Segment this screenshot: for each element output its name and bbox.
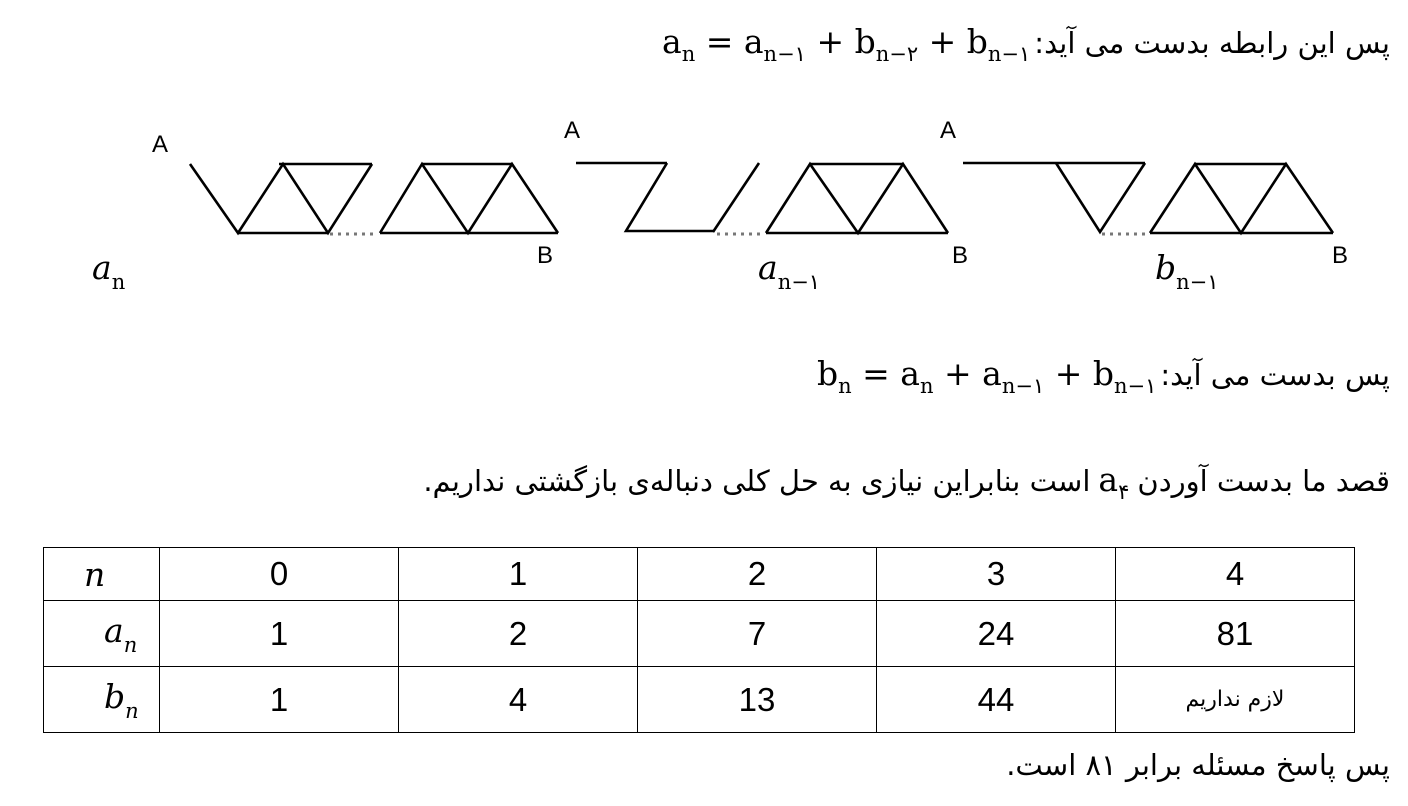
table-row-n [44,548,1355,601]
recurrence-bn-line [817,354,1390,398]
table-cell: 81 [1116,601,1355,667]
table-cell: 0 [160,548,399,601]
eq2-term1-sub: n [919,374,934,398]
table-cell: 44 [877,667,1116,733]
label-an: $a_n$ [92,248,126,294]
recurrence-an-equation: $a_n = a_{n-۱} + b_{n-۲} + b_{n-۱}$ [662,22,1031,66]
table-cell: 13 [638,667,877,733]
recurrence-bn-equation: $b_n = a_n + a_{n-۱} + b_{n-۱}$ [816,354,1157,398]
label-bn-minus-1: $b_{n-۱}$ [1155,248,1219,294]
row-head-n: n [44,548,160,601]
row-head-bn: $b_n$ [44,667,160,733]
eq1-lhs: a [662,22,682,61]
fig1-zigzag2 [380,164,558,233]
goal-text-before: قصد ما بدست آوردن [1137,464,1390,498]
fig1-zigzag [190,164,372,233]
fig3-zigzag [1150,164,1333,233]
fig3-v [1056,163,1145,232]
figure-an-minus-1 [576,163,948,234]
goal-variable: $a_۴$ [1098,460,1130,504]
fig2-z [626,163,714,231]
label-A-2: A [564,117,581,144]
label-B-1: B [537,242,554,269]
eq2-lhs: b [816,354,839,393]
eq1-term2-sub: n−۲ [875,42,919,66]
table-cell: 7 [638,601,877,667]
label-B-3: B [1332,242,1349,269]
eq2-lhs-sub: n [838,374,852,398]
eq2-term1: a [900,354,920,393]
table-cell: 3 [877,548,1116,601]
table-cell: 4 [399,667,638,733]
figure-bn-minus-1 [963,163,1333,234]
eq1-term1-sub: n−۱ [763,42,806,66]
eq1-term3: b [966,22,988,61]
eq2-term3-sub: n−۱ [1114,374,1157,398]
table-row-an [44,601,1355,667]
table-cell: 1 [160,601,399,667]
eq1-term2: b [854,22,876,61]
fig2-zigzag [766,164,948,233]
values-table [43,547,1355,733]
label-an-minus-1: $a_{n-۱}$ [758,248,821,294]
table-cell: 2 [399,601,638,667]
recurrence-an-line [662,22,1390,66]
eq1-term1: a [743,22,764,61]
recurrence-bn-text: پس بدست می آید: [1160,358,1390,392]
eq1-term3-sub: n−۱ [987,42,1031,66]
table-cell: 4 [1116,548,1355,601]
conclusion-text: پس پاسخ مسئله برابر ۸۱ است. [1006,748,1390,782]
table-cell: 2 [638,548,877,601]
table-cell: 1 [160,667,399,733]
figure-an [190,164,558,234]
fig2-slant [713,163,759,232]
label-A-1: A [152,131,169,158]
recurrence-an-text: پس این رابطه بدست می آید: [1034,26,1390,60]
label-B-2: B [952,242,969,269]
row-head-an: $a_n$ [44,601,160,667]
eq2-term2-sub: n−۱ [1001,374,1045,398]
eq1-lhs-sub: n [681,42,696,66]
eq2-term3: b [1092,354,1114,393]
goal-text-after: است بنابراین نیازی به حل کلی دنباله‌ی بازگشتی نداریم. [423,464,1091,498]
table-cell: 24 [877,601,1116,667]
goal-line [423,460,1390,504]
eq2-term2: a [982,354,1002,393]
table-row-bn [44,667,1355,733]
label-A-3: A [940,117,957,144]
table-cell-not-needed: لازم نداریم [1116,667,1355,733]
table-cell: 1 [399,548,638,601]
